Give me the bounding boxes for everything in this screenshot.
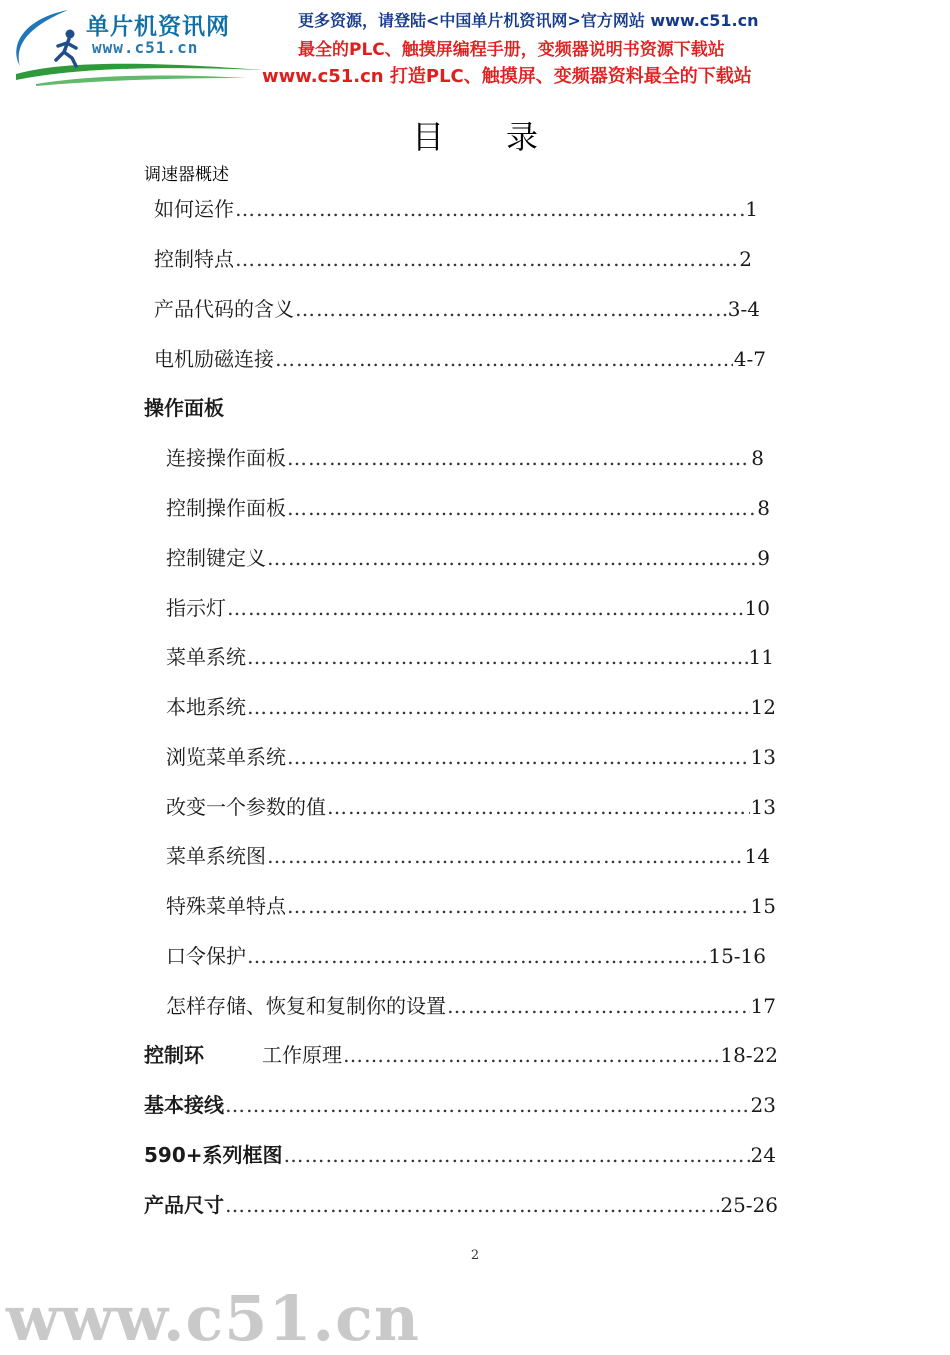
toc-section-heading[interactable] [144, 395, 344, 421]
toc-entry[interactable] [154, 346, 766, 372]
toc-leader [235, 246, 738, 272]
toc-entry[interactable] [166, 843, 770, 869]
toc-entry-page: 9 [757, 546, 770, 570]
toc-entry-label: 控制特点 [154, 247, 234, 271]
toc-entry-label: 产品尺寸 [144, 1193, 224, 1217]
toc-leader [225, 1092, 750, 1118]
toc-leader [247, 694, 750, 720]
toc-entry[interactable] [166, 943, 766, 969]
toc-entry-label: 590+系列框图 [144, 1143, 283, 1167]
toc-entry[interactable] [144, 1142, 776, 1168]
toc-entry[interactable] [144, 1042, 778, 1068]
toc-entry-label: 指示灯 [166, 596, 226, 620]
toc-entry-page: 13 [750, 745, 776, 769]
toc-entry-page: 10 [744, 596, 770, 620]
toc-entry[interactable] [166, 445, 764, 471]
toc-entry-page: 18-22 [720, 1043, 778, 1067]
toc-leader [227, 595, 744, 621]
header-banner [0, 0, 950, 92]
toc-entry-label: 基本接线 [144, 1093, 224, 1117]
toc-entry[interactable] [166, 644, 774, 670]
toc-entry-page: 24 [750, 1143, 776, 1167]
ad-line-1[interactable]: 更多资源，请登陆<中国单片机资讯网>官方网站 www.c51.cn [298, 11, 759, 30]
toc-leader [295, 296, 727, 322]
toc-entry-label: 菜单系统 [166, 645, 246, 669]
toc-entry-page: 4-7 [733, 347, 766, 371]
watermark: www.c51.cn [6, 1282, 420, 1355]
toc-leader [235, 196, 744, 222]
toc-entry-page: 11 [748, 645, 774, 669]
toc-leader [247, 644, 748, 670]
toc-entry[interactable] [166, 495, 770, 521]
toc-entry-label: 控制环 [144, 1043, 204, 1067]
toc-entry-page: 25-26 [720, 1193, 778, 1217]
toc-entry-page: 8 [751, 446, 764, 470]
toc-entry-page: 13 [750, 795, 776, 819]
section-heading-overview: 调速器概述 [144, 165, 229, 185]
toc-entry-label: 菜单系统图 [166, 844, 266, 868]
toc-entry[interactable] [166, 694, 776, 720]
toc-leader [287, 495, 756, 521]
toc-entry[interactable] [154, 196, 758, 222]
toc-leader [327, 794, 750, 820]
toc-entry-page: 3-4 [727, 297, 760, 321]
toc-entry-page: 17 [750, 994, 776, 1018]
toc-entry-label: 特殊菜单特点 [166, 894, 286, 918]
toc-entry[interactable] [166, 744, 776, 770]
toc-entry-page: 1 [745, 197, 758, 221]
toc-leader [447, 993, 750, 1019]
toc-entry-label: 怎样存储、恢复和复制你的设置 [166, 994, 446, 1018]
toc-leader [287, 893, 750, 919]
toc-entry-label: 如何运作 [154, 197, 234, 221]
toc-entry-label: 控制操作面板 [166, 496, 286, 520]
toc-leader [275, 346, 733, 372]
ad-line-2[interactable]: 最全的PLC、触摸屏编程手册，变频器说明书资源下载站 [298, 40, 725, 60]
page-number: 2 [470, 1248, 480, 1263]
toc-entry[interactable] [166, 794, 776, 820]
toc-entry[interactable] [166, 545, 770, 571]
toc-leader [267, 545, 756, 571]
toc-entry[interactable] [154, 246, 752, 272]
toc-entry-label: 电机励磁连接 [154, 347, 274, 371]
toc-entry-page: 8 [757, 496, 770, 520]
toc-entry-page: 14 [744, 844, 770, 868]
toc-leader [247, 943, 707, 969]
logo-url[interactable]: www.c51.cn [92, 38, 199, 57]
toc-entry-page: 23 [750, 1093, 776, 1117]
toc-leader [225, 1192, 719, 1218]
toc-leader [287, 744, 750, 770]
toc-entry-label: 口令保护 [166, 944, 246, 968]
toc-entry-label: 改变一个参数的值 [166, 795, 326, 819]
toc-title: 目录 [411, 118, 600, 156]
toc-entry[interactable] [154, 296, 760, 322]
logo-title: 单片机资讯网 [86, 14, 230, 40]
toc-entry-label: 浏览菜单系统 [166, 745, 286, 769]
toc-entry-page: 15-16 [708, 944, 766, 968]
toc-entry-sublabel: 工作原理 [262, 1043, 342, 1067]
toc-entry[interactable] [144, 1092, 776, 1118]
toc-entry[interactable] [166, 595, 770, 621]
toc-entry-page: 15 [750, 894, 776, 918]
toc-entry-page: 2 [739, 247, 752, 271]
ad-line-3[interactable]: www.c51.cn 打造PLC、触摸屏、变频器资料最全的下载站 [262, 66, 752, 87]
toc-leader [343, 1042, 719, 1068]
toc-entry[interactable] [166, 893, 776, 919]
toc-entry-page: 12 [750, 695, 776, 719]
toc-leader [287, 445, 750, 471]
toc-entry-label: 控制键定义 [166, 546, 266, 570]
toc-leader [267, 843, 744, 869]
toc-entry-label: 连接操作面板 [166, 446, 286, 470]
toc-entry-label: 操作面板 [144, 396, 224, 420]
site-logo[interactable] [6, 4, 268, 88]
toc-leader [284, 1142, 750, 1168]
toc-entry[interactable] [144, 1192, 778, 1218]
toc-entry-label: 本地系统 [166, 695, 246, 719]
toc-entry-label: 产品代码的含义 [154, 297, 294, 321]
toc-entry[interactable] [166, 993, 776, 1019]
